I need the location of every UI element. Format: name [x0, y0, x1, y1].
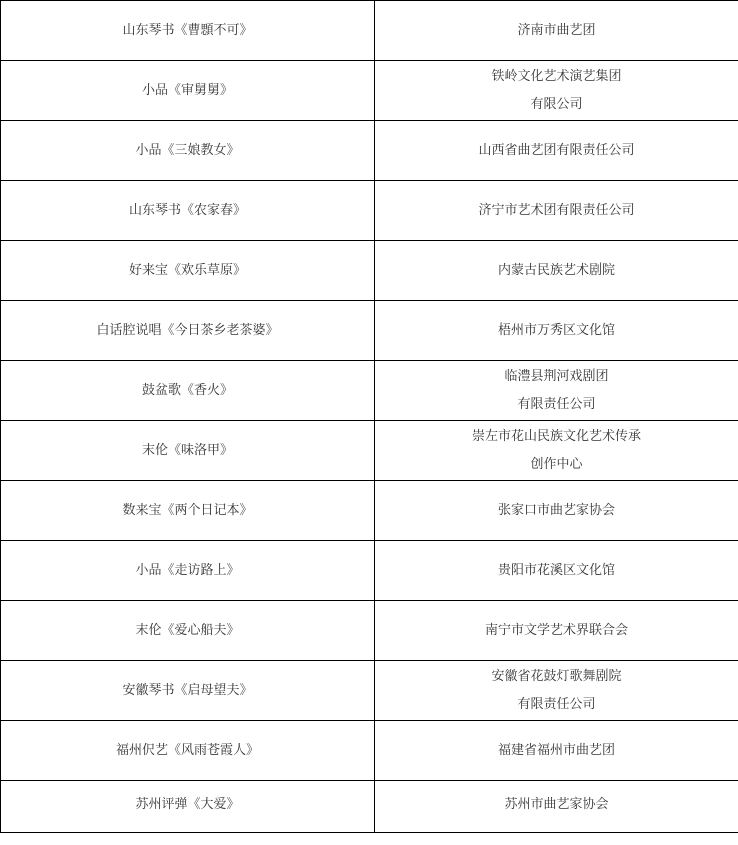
performing-unit-line: 有限公司 — [530, 96, 583, 112]
work-title-cell — [1, 1, 375, 61]
table-row — [1, 481, 738, 541]
table-row — [1, 421, 738, 481]
performing-unit-line: 安徽省花鼓灯歌舞剧院 — [491, 668, 622, 684]
performing-unit-line: 崇左市花山民族文化艺术传承 — [471, 428, 641, 444]
table-row — [1, 1, 738, 61]
work-title-cell — [1, 121, 375, 181]
work-title: 小品《走访路上》 — [135, 562, 240, 578]
table-row — [1, 121, 738, 181]
performing-unit-line: 山西省曲艺团有限责任公司 — [478, 142, 635, 158]
performing-unit-cell — [375, 421, 738, 481]
performing-unit-line: 有限责任公司 — [517, 696, 596, 712]
performing-unit-cell — [375, 601, 738, 661]
performing-unit-line: 铁岭文化艺术演艺集团 — [491, 68, 622, 84]
work-title: 安徽琴书《启母望夫》 — [122, 682, 253, 698]
performing-unit-cell — [375, 721, 738, 781]
performing-unit-cell — [375, 181, 738, 241]
table-row — [1, 661, 738, 721]
table-row — [1, 241, 738, 301]
performing-unit-line: 临澧县荆河戏剧团 — [504, 368, 609, 384]
work-title-cell — [1, 241, 375, 301]
work-title: 好来宝《欢乐草原》 — [128, 262, 246, 278]
work-title-cell — [1, 61, 375, 121]
work-title-cell — [1, 541, 375, 601]
work-title: 数来宝《两个日记本》 — [122, 502, 253, 518]
performing-unit-cell — [375, 61, 738, 121]
work-title: 苏州评弹《大爱》 — [135, 797, 240, 812]
work-title: 末伦《味洛甲》 — [141, 442, 233, 458]
performing-unit-line: 张家口市曲艺家协会 — [497, 502, 615, 518]
work-title-cell — [1, 781, 375, 833]
work-title: 末伦《爱心船夫》 — [135, 622, 240, 638]
work-title-cell — [1, 361, 375, 421]
table-row — [1, 541, 738, 601]
performing-unit-line: 济南市曲艺团 — [517, 22, 596, 38]
performing-unit-cell — [375, 661, 738, 721]
works-table-body — [1, 1, 738, 833]
performing-unit-line: 有限责任公司 — [517, 396, 596, 412]
work-title-cell — [1, 181, 375, 241]
work-title: 小品《审舅舅》 — [141, 82, 233, 98]
work-title: 鼓盆歌《香火》 — [141, 382, 233, 398]
table-row — [1, 181, 738, 241]
work-title-cell — [1, 721, 375, 781]
work-title-cell — [1, 421, 375, 481]
table-row — [1, 601, 738, 661]
table-row — [1, 781, 738, 833]
performing-unit-line: 创作中心 — [530, 456, 583, 472]
work-title: 白话腔说唱《今日茶乡老茶婆》 — [96, 322, 279, 338]
work-title-cell — [1, 601, 375, 661]
performing-unit-cell — [375, 241, 738, 301]
work-title: 福州伬艺《风雨苍霞人》 — [115, 742, 259, 758]
performing-unit-cell — [375, 361, 738, 421]
work-title-cell — [1, 481, 375, 541]
performing-unit-line: 内蒙古民族艺术剧院 — [497, 262, 615, 278]
performing-unit-cell — [375, 1, 738, 61]
performing-unit-line: 梧州市万秀区文化馆 — [497, 322, 615, 338]
performing-unit-cell — [375, 301, 738, 361]
table-row — [1, 361, 738, 421]
work-title: 山东琴书《曹顋不可》 — [122, 22, 253, 38]
performing-unit-line: 贵阳市花溪区文化馆 — [497, 562, 615, 578]
performing-unit-line: 济宁市艺术团有限责任公司 — [478, 202, 635, 218]
work-title: 山东琴书《农家春》 — [128, 202, 246, 218]
performing-unit-cell — [375, 121, 738, 181]
table-row — [1, 61, 738, 121]
performing-unit-cell — [375, 541, 738, 601]
performing-unit-line: 南宁市文学艺术界联合会 — [484, 622, 628, 638]
work-title-cell — [1, 301, 375, 361]
performing-unit-cell — [375, 481, 738, 541]
performing-unit-line: 福建省福州市曲艺团 — [497, 742, 615, 758]
table-row — [1, 721, 738, 781]
performing-unit-cell — [375, 781, 738, 833]
performing-unit-line: 苏州市曲艺家协会 — [504, 797, 609, 812]
work-title-cell — [1, 661, 375, 721]
table-row — [1, 301, 738, 361]
work-title: 小品《三娘教女》 — [135, 142, 240, 158]
